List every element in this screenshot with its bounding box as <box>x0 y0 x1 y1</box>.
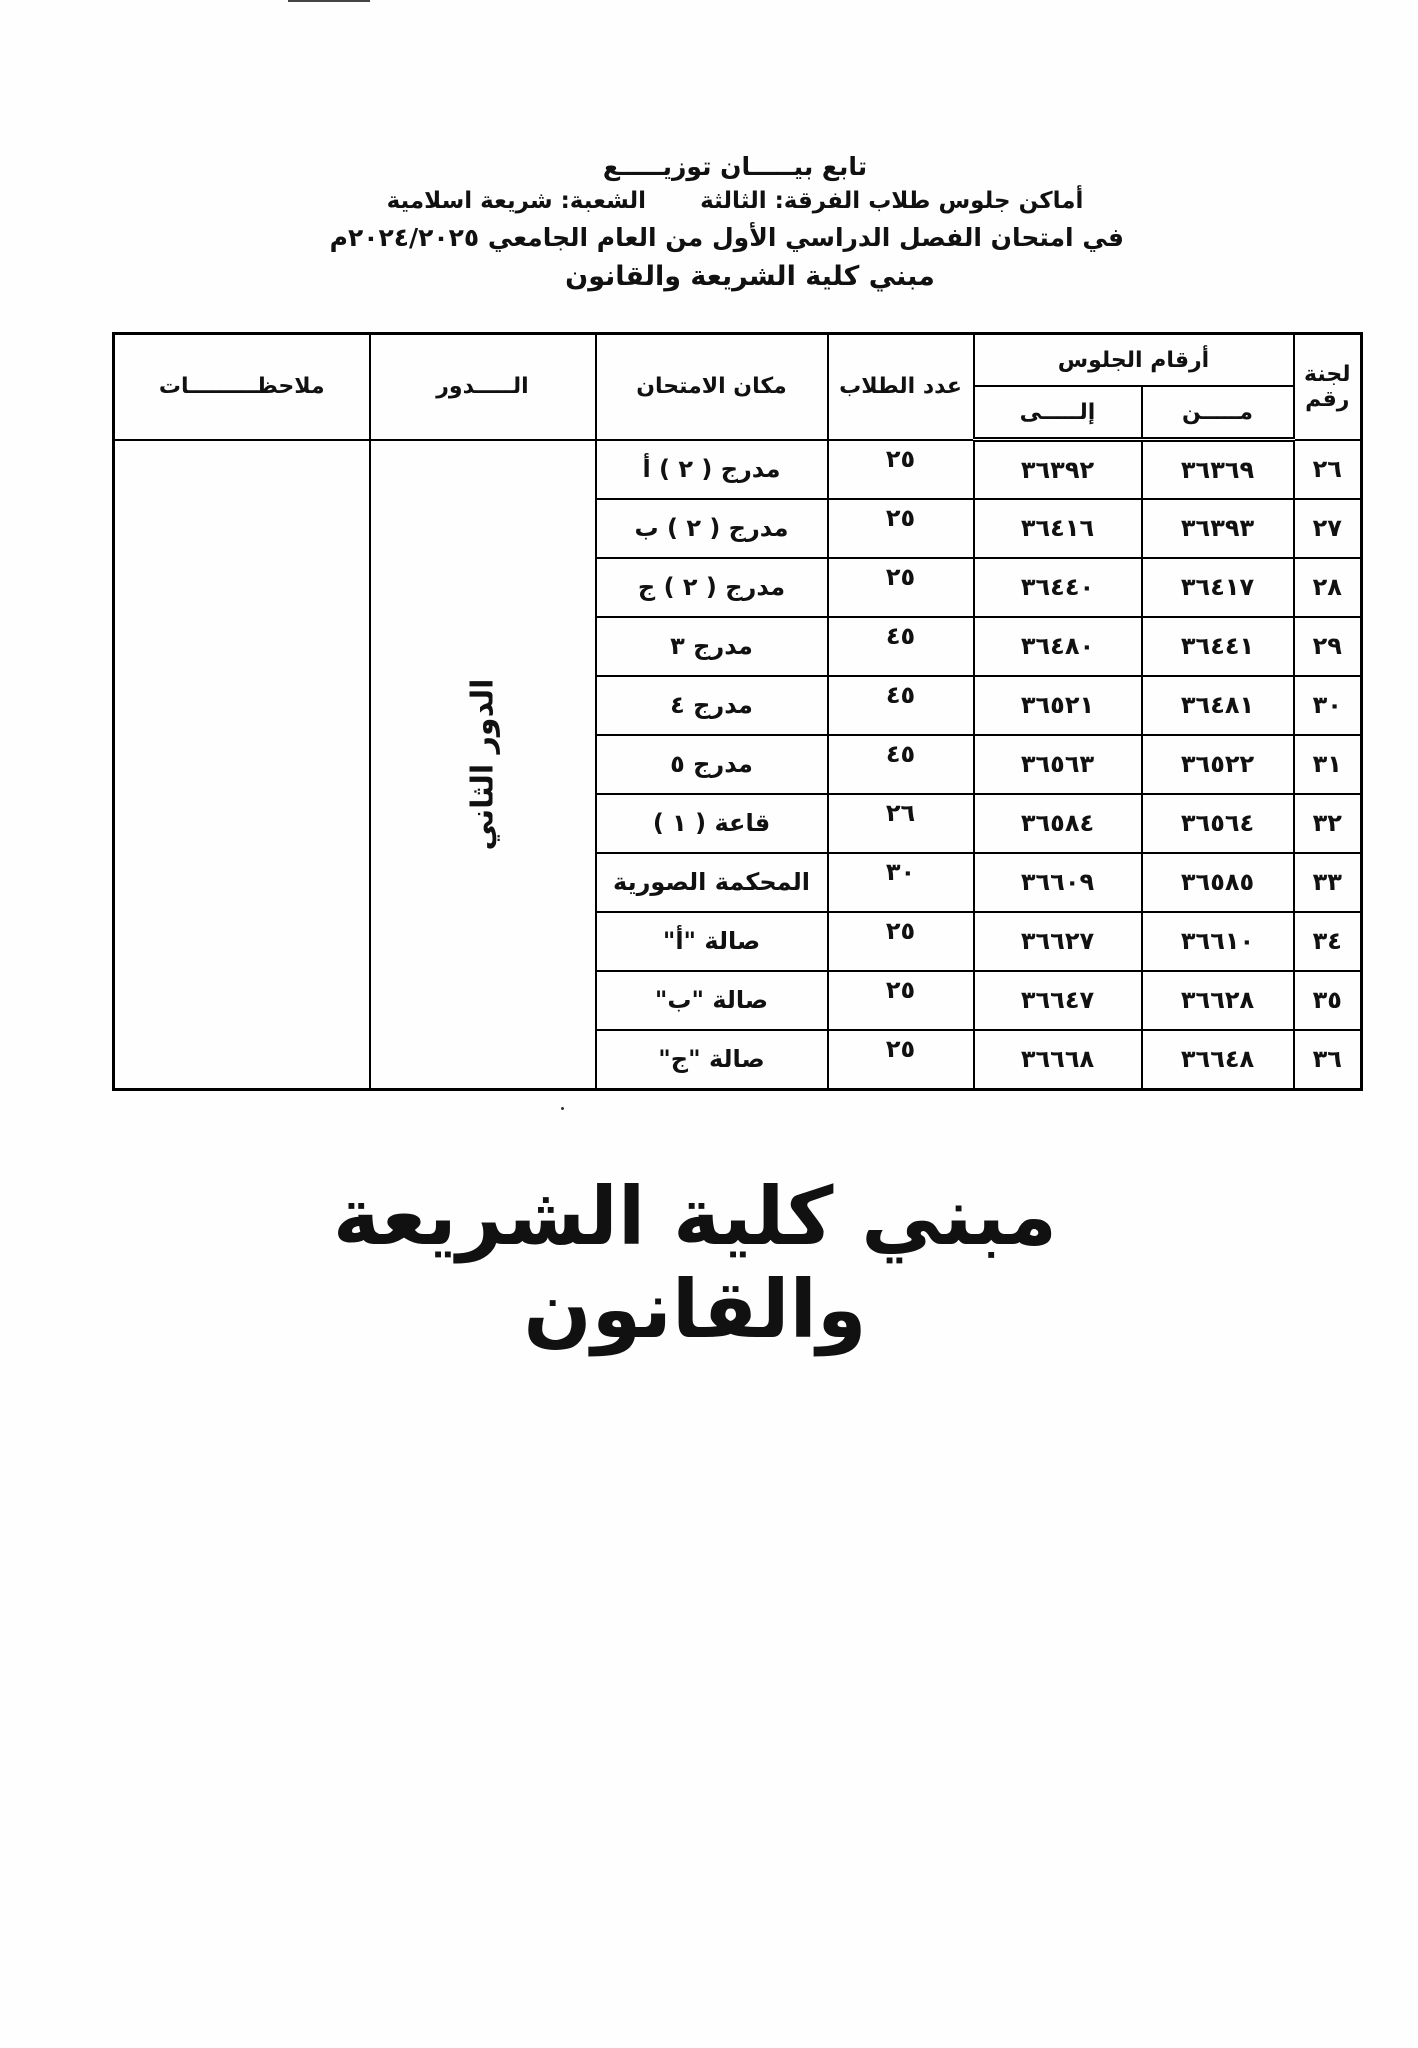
from-cell: ٣٦٤٤١ <box>1142 617 1294 676</box>
location-cell: صالة "أ" <box>596 912 828 971</box>
location-cell: المحكمة الصورية <box>596 853 828 912</box>
committee-cell: ٣٦ <box>1294 1030 1362 1090</box>
location-cell: مدرج ( ٢ ) ج <box>596 558 828 617</box>
committee-cell: ٣٤ <box>1294 912 1362 971</box>
to-cell: ٣٦٤١٦ <box>974 499 1142 558</box>
from-cell: ٣٦٦١٠ <box>1142 912 1294 971</box>
committee-cell: ٣١ <box>1294 735 1362 794</box>
location-cell: مدرج ٤ <box>596 676 828 735</box>
committee-cell: ٣٣ <box>1294 853 1362 912</box>
table-row <box>114 440 1362 499</box>
location-cell: مدرج ( ٢ ) أ <box>596 440 828 499</box>
to-cell: ٣٦٥٦٣ <box>974 735 1142 794</box>
notes-cell <box>114 440 370 1090</box>
committee-cell: ٢٨ <box>1294 558 1362 617</box>
class-level-label: أماكن جلوس طلاب الفرقة: الثالثة <box>700 188 1084 214</box>
location-cell: صالة "ب" <box>596 971 828 1030</box>
committee-cell: ٣٥ <box>1294 971 1362 1030</box>
location-cell: مدرج ٥ <box>596 735 828 794</box>
students-cell: ٢٥ <box>828 1030 974 1090</box>
from-cell: ٣٦٣٩٣ <box>1142 499 1294 558</box>
to-cell: ٣٦٥٨٤ <box>974 794 1142 853</box>
students-cell: ٢٥ <box>828 558 974 617</box>
document-header <box>300 150 1130 296</box>
header-line-2 <box>340 184 1130 218</box>
header-to: إلـــــى <box>974 386 1142 440</box>
from-cell: ٣٦٥٢٢ <box>1142 735 1294 794</box>
students-cell: ٣٠ <box>828 853 974 912</box>
committee-cell: ٢٧ <box>1294 499 1362 558</box>
scan-speck <box>561 1107 564 1110</box>
header-line-1: تابع بيـــــان توزيـــــع <box>602 152 868 181</box>
from-cell: ٣٦٥٦٤ <box>1142 794 1294 853</box>
header-students: عدد الطلاب <box>828 334 974 440</box>
header-seat-numbers: أرقام الجلوس <box>974 334 1294 387</box>
scan-artifact-line <box>288 0 370 2</box>
building-title: مبني كلية الشريعة والقانون <box>332 1170 1058 1356</box>
from-cell: ٣٦٤٨١ <box>1142 676 1294 735</box>
round-value: الدور الثاني <box>464 678 500 850</box>
students-cell: ٤٥ <box>828 735 974 794</box>
from-cell: ٣٦٦٢٨ <box>1142 971 1294 1030</box>
from-cell: ٣٦٣٦٩ <box>1142 440 1294 499</box>
students-cell: ٢٥ <box>828 912 974 971</box>
from-cell: ٣٦٦٤٨ <box>1142 1030 1294 1090</box>
committee-cell: ٢٩ <box>1294 617 1362 676</box>
students-cell: ٤٥ <box>828 617 974 676</box>
students-cell: ٢٥ <box>828 971 974 1030</box>
students-cell: ٢٥ <box>828 440 974 499</box>
to-cell: ٣٦٤٨٠ <box>974 617 1142 676</box>
division-label: الشعبة: شريعة اسلامية <box>386 188 647 214</box>
location-cell: صالة "ج" <box>596 1030 828 1090</box>
header-location: مكان الامتحان <box>596 334 828 440</box>
table-header-row-1 <box>114 334 1362 387</box>
committee-cell: ٣٢ <box>1294 794 1362 853</box>
location-cell: مدرج ٣ <box>596 617 828 676</box>
to-cell: ٣٦٦٤٧ <box>974 971 1142 1030</box>
to-cell: ٣٦٣٩٢ <box>974 440 1142 499</box>
header-building: مبني كلية الشريعة والقانون <box>565 261 935 292</box>
location-cell: قاعة ( ١ ) <box>596 794 828 853</box>
to-cell: ٣٦٦٠٩ <box>974 853 1142 912</box>
committee-cell: ٣٠ <box>1294 676 1362 735</box>
header-round: الـــــدور <box>370 334 596 440</box>
committee-cell: ٢٦ <box>1294 440 1362 499</box>
header-line-3: في امتحان الفصل الدراسي الأول من العام الجامعي ٢٠٢٤/٢٠٢٥م <box>329 223 1124 252</box>
students-cell: ٢٦ <box>828 794 974 853</box>
from-cell: ٣٦٤١٧ <box>1142 558 1294 617</box>
students-cell: ٤٥ <box>828 676 974 735</box>
header-notes: ملاحظـــــــــات <box>114 334 370 440</box>
to-cell: ٣٦٦٢٧ <box>974 912 1142 971</box>
location-cell: مدرج ( ٢ ) ب <box>596 499 828 558</box>
header-committee: لجنة رقم <box>1294 334 1362 440</box>
to-cell: ٣٦٤٤٠ <box>974 558 1142 617</box>
to-cell: ٣٦٥٢١ <box>974 676 1142 735</box>
round-cell <box>370 440 596 1090</box>
seating-table <box>112 332 1363 1091</box>
from-cell: ٣٦٥٨٥ <box>1142 853 1294 912</box>
to-cell: ٣٦٦٦٨ <box>974 1030 1142 1090</box>
header-from: مـــــن <box>1142 386 1294 440</box>
students-cell: ٢٥ <box>828 499 974 558</box>
